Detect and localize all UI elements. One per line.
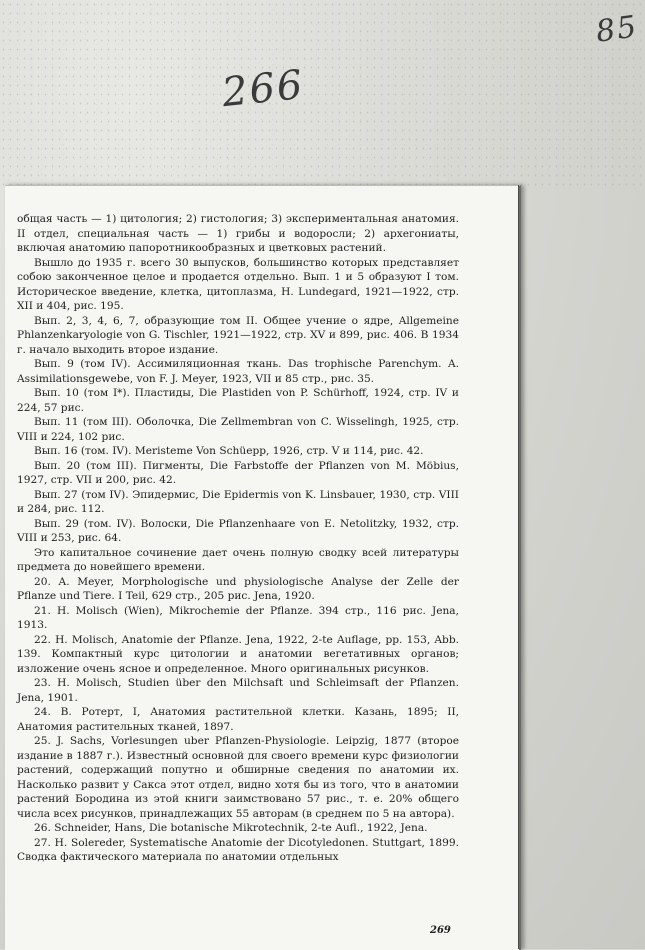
paragraph: общая часть — 1) цитология; 2) гистология; 3) экспериментальная анатомия. II отдел, специальная часть — 1) грибы и водоросли; 2) архегониаты, включая анатомию папоротникообразных и цветковых растений. [17,213,459,254]
document-page [5,185,521,950]
paragraph: Вып. 10 (том I*). Пластиды, Die Plastiden von P. Schürhoff, 1924, стр. IV и 224, 57 рис. [17,387,459,414]
reference-entry: 21. H. Molisch (Wien), Mikrochemie der Pflanze. 394 стр., 116 рис. Jena, 1913. [17,604,459,631]
reference-entry: 22. H. Molisch, Anatomie der Pflanze. Jena, 1922, 2-te Auflage, pp. 153, Abb. 139. Компактный курс цитологии и анатомии вегетативных органов; изложение очень ясное и определенное. Много оригинальных рисунков. [17,633,459,675]
page-edge-line [518,185,519,949]
scan-noise [0,0,645,190]
paragraph: Вышло до 1935 г. всего 30 выпусков, большинство которых представляет собою законченное целое и продается отдельно. Вып. 1 и 5 образуют I том. Историческое введение, клетка, цитоплазма, H. Lundegard, 1921—1922, стр. XII и 404, рис. 195. [17,256,459,312]
reference-entry: 26. Schneider, Hans, Die botanische Mikrotechnik, 2-te Aufl., 1922, Jena. [34,822,428,834]
paragraph: Вып. 29 (том. IV). Волоски, Die Pflanzenhaare von E. Netolitzky, 1932, стр. VIII и 253, рис. 64. [17,517,459,544]
handwritten-number: 266 [219,61,307,117]
page-text [17,212,459,865]
paragraph: Вып. 2, 3, 4, 6, 7, образующие том II. Общее учение о ядре, Allgemeine Phlanzenkaryologie von G. Tischler, 1921—1922, стр. XV и 899, рис. 406. В 1934 г. начало выходить второе издание. [17,314,459,356]
paragraph: Вып. 20 (том III). Пигменты, Die Farbstoffe der Pflanzen von M. Möbius, 1927, стр. VII и 200, рис. 42. [17,459,459,486]
reference-entry: 27. H. Solereder, Systematische Anatomie der Dicotyledonen. Stuttgart, 1899. Сводка фактического материала по анатомии отдельных [17,836,459,863]
reference-entry: 23. H. Molisch, Studien über den Milchsaft und Schleimsaft der Pflanzen. Jena, 1901. [17,677,459,704]
reference-entry: 20. A. Meyer, Morphologische und physiologische Analyse der Zelle der Pflanze und Tiere. I Teil, 629 стр., 205 рис. Jena, 1920. [17,575,459,602]
handwritten-corner-number: 85 [593,9,641,50]
paragraph: Это капитальное сочинение дает очень полную сводку всей литературы предмета до новейшего времени. [17,546,459,573]
reference-entry: 24. B. Ротерт, I, Анатомия растительной клетки. Казань, 1895; II, Анатомия растительных тканей, 1897. [17,706,459,733]
page-number: 269 [430,925,451,936]
reference-entry: 25. J. Sachs, Vorlesungen uber Pflanzen-Physiologie. Leipzig, 1877 (второе издание в 1887 г.). Известный основной для своего времени курс физиологии растений, содержащий попутно и обширные сведения по анатомии их. Насколько развит у Сакса этот отдел, видно хотя бы из того, что в анатомии растений Бородина из этой книги заимствовано 57 рис., т. е. 20% общего числа всех рисунков, принадлежащих 55 авторам (в среднем по 5 на автора). [17,735,459,820]
paragraph: Вып. 11 (том III). Оболочка, Die Zellmembran von C. Wisselingh, 1925, стр. VIII и 224, 102 рис. [17,416,459,443]
paragraph: Вып. 16 (том. IV). Meristeme Von Schüepp, 1926, стр. V и 114, рис. 42. [34,445,424,457]
paragraph: Вып. 9 (том IV). Ассимиляционная ткань. Das trophische Parenchym. A. Assimilationsgewebe, von F. J. Meyer, 1923, VII и 85 стр., рис. 35. [17,358,459,385]
paragraph: Вып. 27 (том IV). Эпидермис, Die Epidermis von K. Linsbauer, 1930, стр. VIII и 284, рис. 112. [17,488,459,515]
